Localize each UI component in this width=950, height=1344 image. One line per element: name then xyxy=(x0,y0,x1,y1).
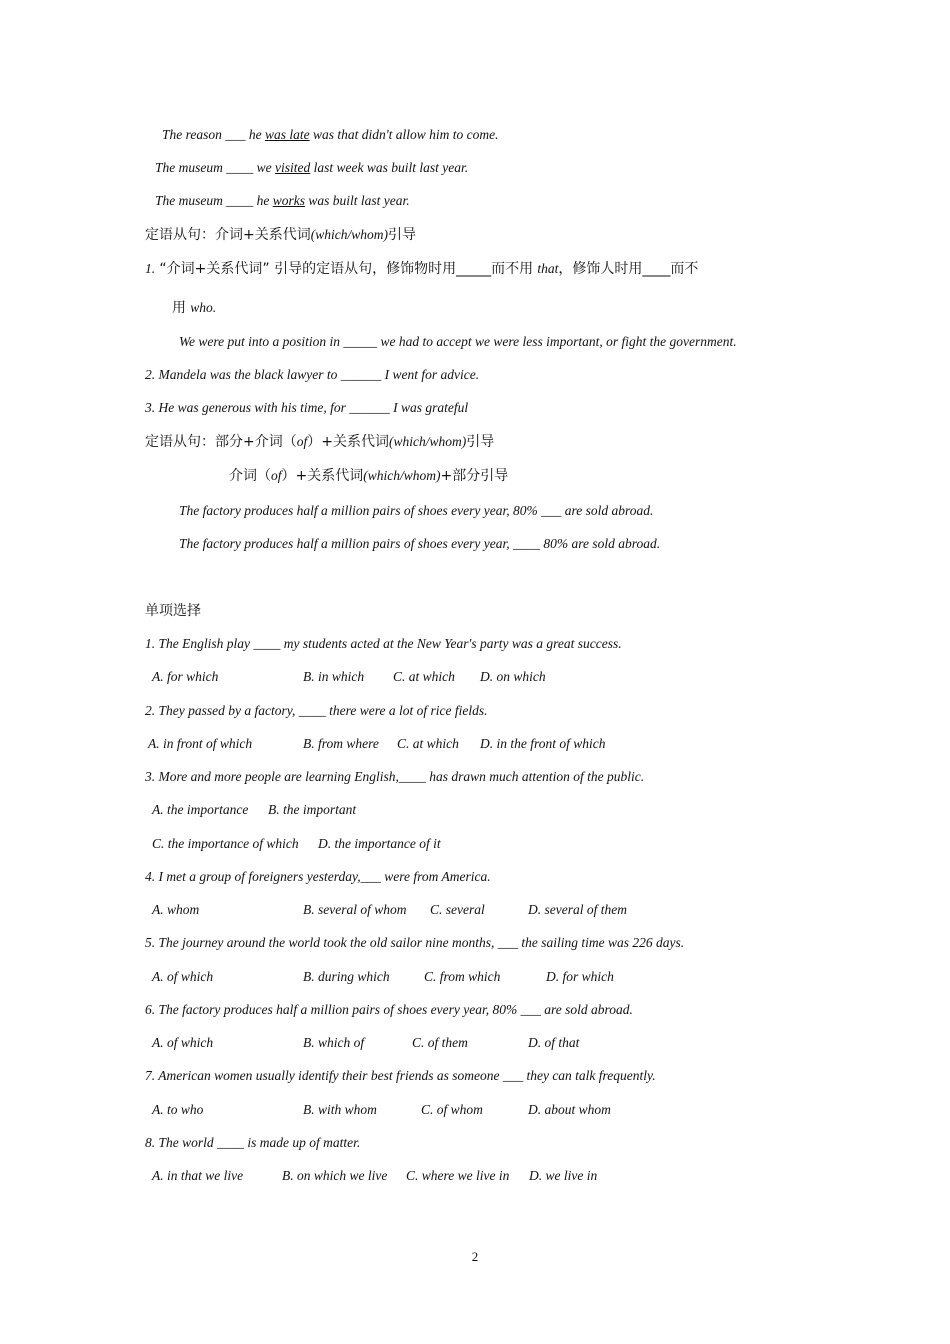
q8-option-d: D. we live in xyxy=(529,1168,598,1183)
sentence-museum-visited: The museum ____ we visited last week was built last year. xyxy=(155,160,469,175)
q6-option-d: D. of that xyxy=(528,1035,580,1050)
page-number: 2 xyxy=(471,1249,479,1264)
quiz-title: 单项选择 xyxy=(145,603,201,619)
q7-option-b: B. with whom xyxy=(303,1102,377,1117)
question-1: 1. The English play ____ my students acted at the New Year's party was a great success. xyxy=(145,636,622,651)
q5-option-d: D. for which xyxy=(546,969,614,984)
question-2: 2. They passed by a factory, ____ there were a lot of rice fields. xyxy=(145,703,488,718)
q3-option-d: D. the importance of it xyxy=(318,836,441,851)
q8-option-a: A. in that we live xyxy=(152,1168,244,1183)
q7-option-a: A. to who xyxy=(152,1102,204,1117)
q6-option-c: C. of them xyxy=(412,1035,468,1050)
q8-option-c: C. where we live in xyxy=(406,1168,510,1183)
q3-option-a: A. the importance xyxy=(152,802,249,817)
q7-option-c: C. of whom xyxy=(421,1102,483,1117)
q2-option-a: A. in front of which xyxy=(148,736,253,751)
rule-1-continued: 用 who. xyxy=(172,300,217,316)
section-heading-partitive: 定语从句：部分+介词（of）+关系代词(which/whom)引导 xyxy=(145,434,495,450)
q2-option-b: B. from where xyxy=(303,736,379,751)
item-2: 2. Mandela was the black lawyer to ______ I went for advice. xyxy=(145,367,480,382)
question-6: 6. The factory produces half a million pairs of shoes every year, 80% ___ are sold abroad. xyxy=(145,1002,633,1017)
underlined-phrase: was late xyxy=(265,127,310,142)
q1-option-c: C. at which xyxy=(393,669,455,684)
q8-option-b: B. on which we live xyxy=(282,1168,388,1183)
q7-option-d: D. about whom xyxy=(528,1102,611,1117)
q1-option-b: B. in which xyxy=(303,669,365,684)
example-factory-2: The factory produces half a million pairs of shoes every year, ____ 80% are sold abroad. xyxy=(179,536,661,551)
sentence-museum-works: The museum ____ he works was built last year. xyxy=(155,193,410,208)
q5-option-b: B. during which xyxy=(303,969,390,984)
q1-option-d: D. on which xyxy=(480,669,546,684)
rule-1: 1. “介词+关系代词” 引导的定语从句，修饰物时用_____而不用 that，修饰人时用____而不 xyxy=(145,261,699,277)
sentence-reason: The reason ___ he was late was that didn't allow him to come. xyxy=(162,127,499,142)
q4-option-d: D. several of them xyxy=(528,902,627,917)
q4-option-b: B. several of whom xyxy=(303,902,407,917)
q6-option-a: A. of which xyxy=(152,1035,214,1050)
question-3: 3. More and more people are learning English,____ has drawn much attention of the public. xyxy=(145,769,645,784)
section-heading-preposition-relative: 定语从句：介词+关系代词(which/whom)引导 xyxy=(145,227,416,243)
example-factory-1: The factory produces half a million pairs of shoes every year, 80% ___ are sold abroad. xyxy=(179,503,654,518)
underlined-phrase: visited xyxy=(275,160,311,175)
q6-option-b: B. which of xyxy=(303,1035,365,1050)
q4-option-c: C. several xyxy=(430,902,485,917)
item-3: 3. He was generous with his time, for ______ I was grateful xyxy=(145,400,469,415)
example-mandela-position: We were put into a position in _____ we had to accept we were less important, or fight the government. xyxy=(179,334,737,349)
q3-option-b: B. the important xyxy=(268,802,357,817)
q5-option-a: A. of which xyxy=(152,969,214,984)
question-8: 8. The world ____ is made up of matter. xyxy=(145,1135,361,1150)
section-subheading-partitive: 介词（of）+关系代词(which/whom)+部分引导 xyxy=(229,468,509,484)
q4-option-a: A. whom xyxy=(152,902,200,917)
q3-option-c: C. the importance of which xyxy=(152,836,299,851)
q5-option-c: C. from which xyxy=(424,969,501,984)
underlined-phrase: works xyxy=(272,193,306,208)
q1-option-a: A. for which xyxy=(152,669,219,684)
question-5: 5. The journey around the world took the old sailor nine months, ___ the sailing time was 226 days. xyxy=(145,935,685,950)
question-7: 7. American women usually identify their best friends as someone ___ they can talk frequently. xyxy=(145,1068,656,1083)
question-4: 4. I met a group of foreigners yesterday,___ were from America. xyxy=(145,869,491,884)
q2-option-c: C. at which xyxy=(397,736,459,751)
q2-option-d: D. in the front of which xyxy=(480,736,606,751)
